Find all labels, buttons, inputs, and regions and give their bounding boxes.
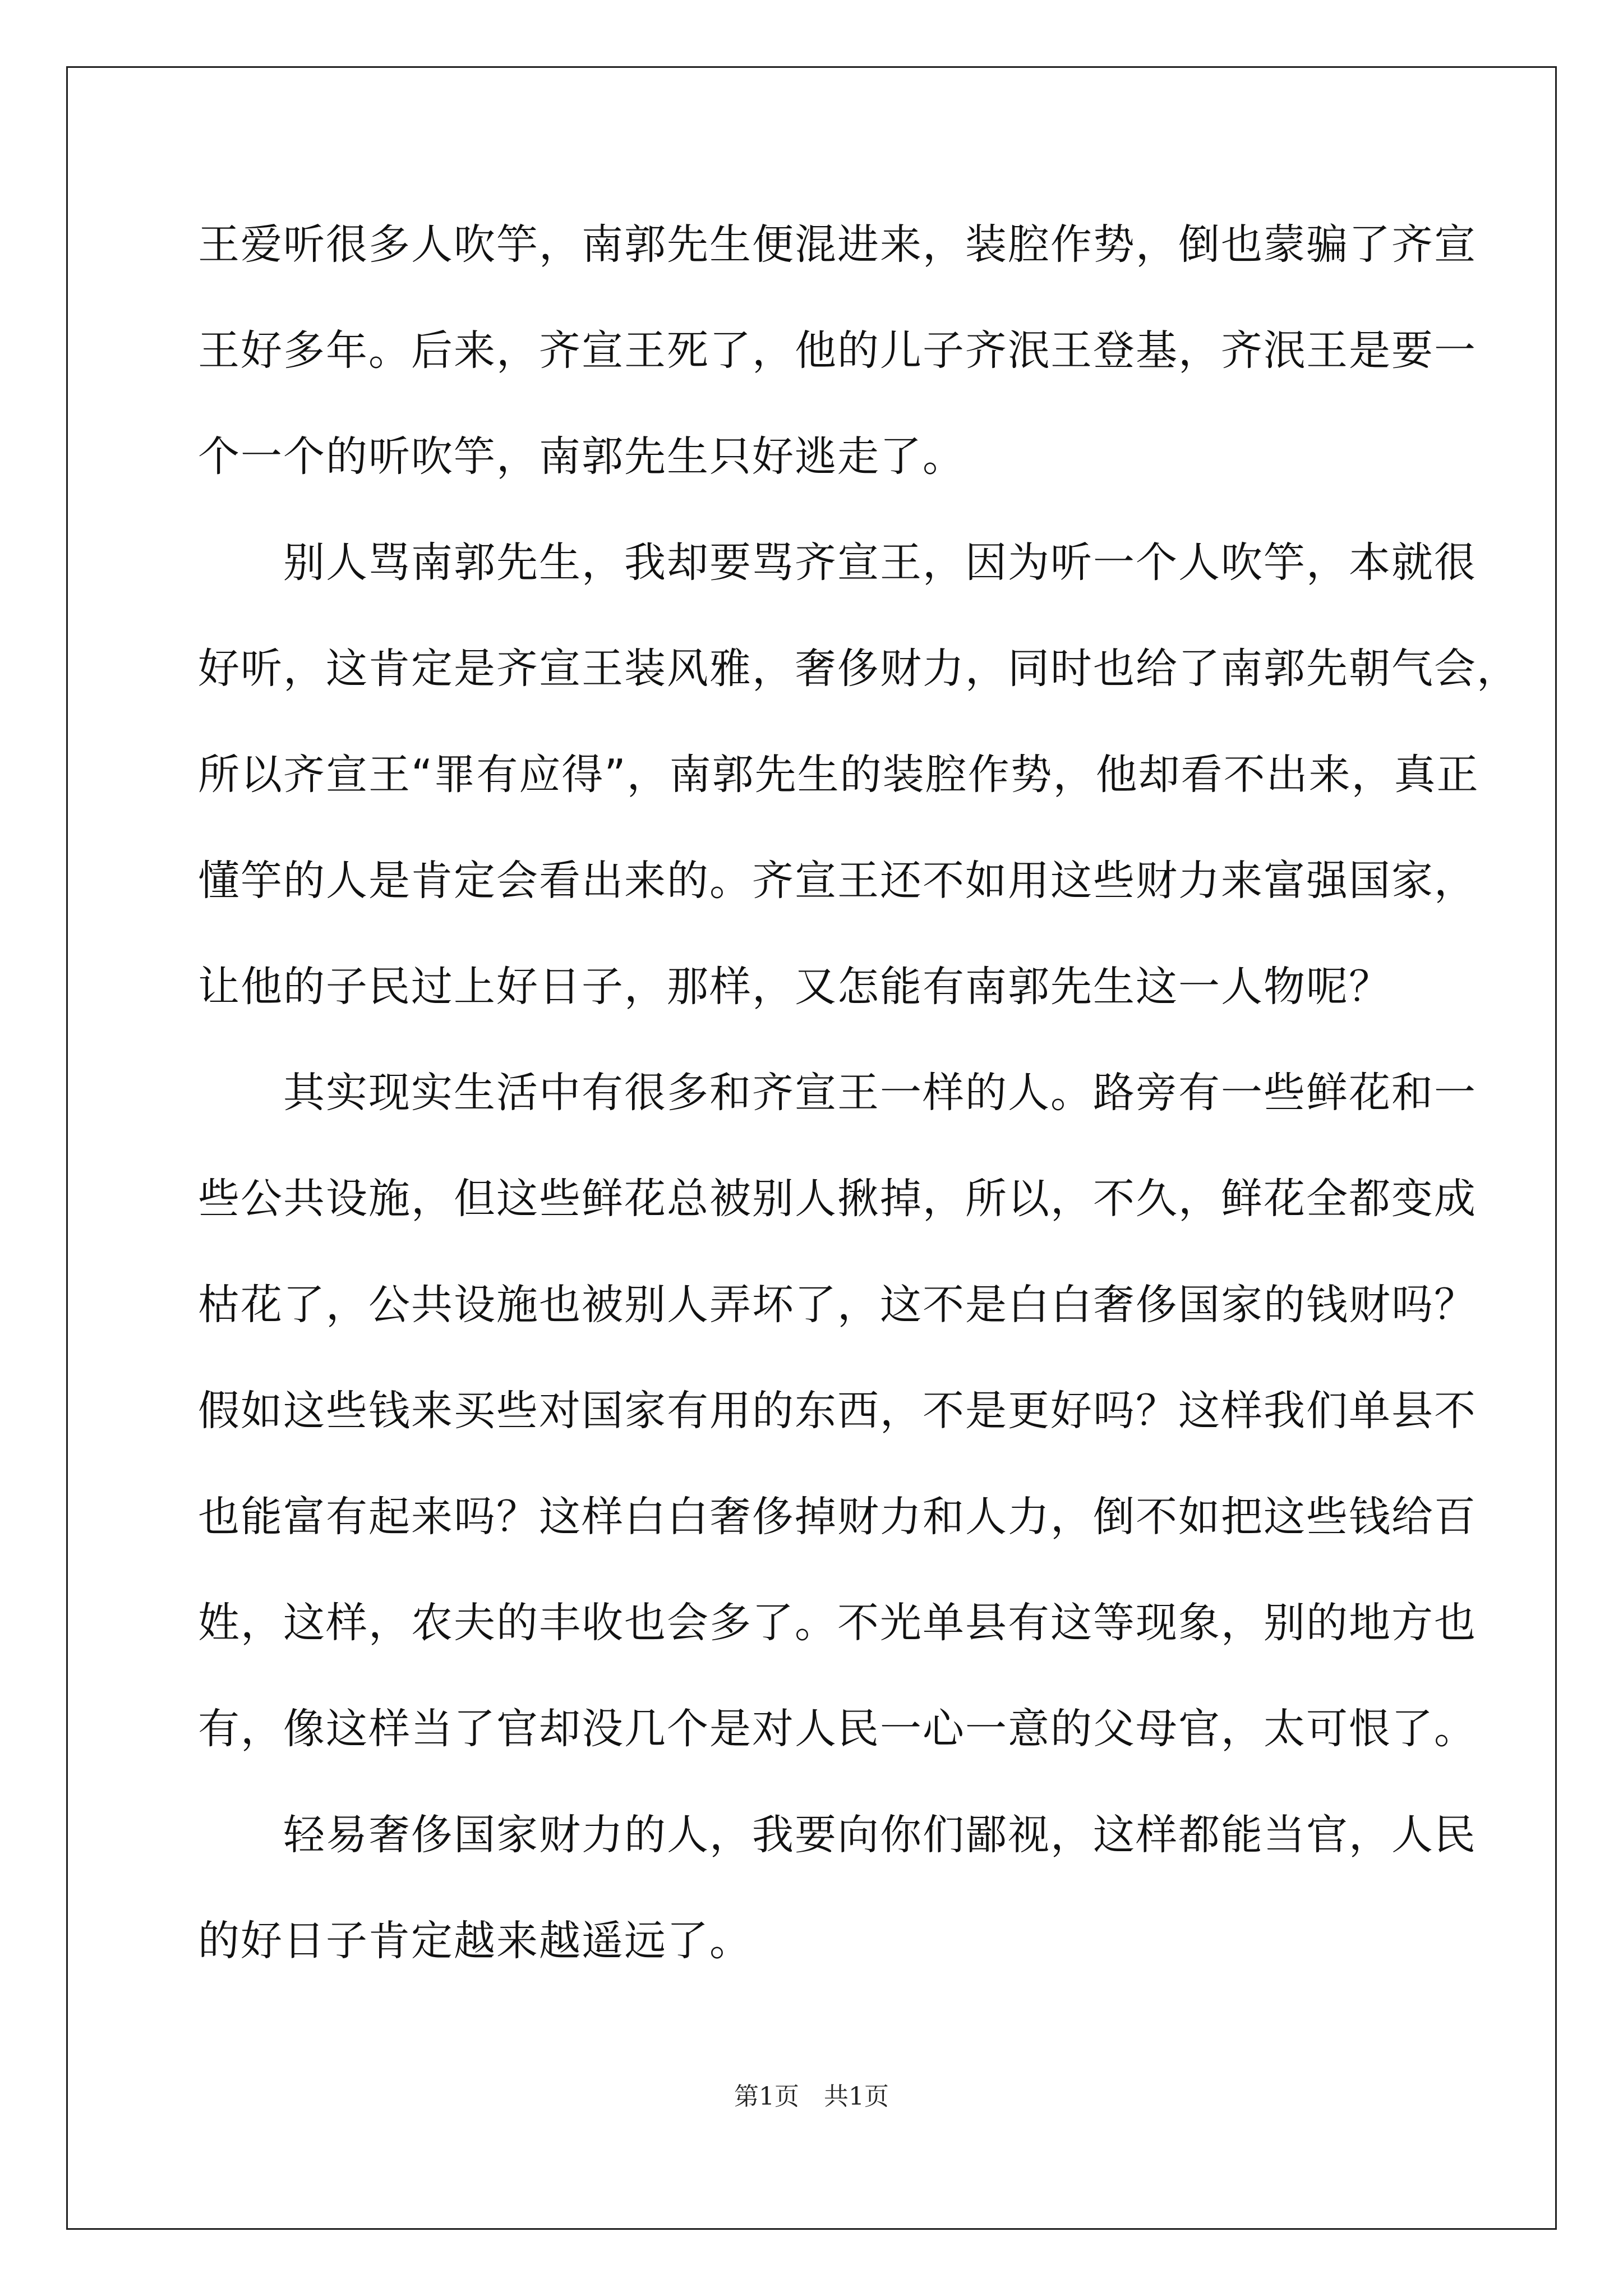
text-line: 也能富有起来吗？这样白白奢侈掉财力和人力，倒不如把这些钱给百 [198, 1493, 1477, 1541]
text-line: 所以齐宣王“罪有应得”，南郭先生的装腔作势，他却看不出来，真正 [198, 751, 1479, 799]
page-footer: 第1页 共1页 [734, 2082, 889, 2111]
text-line: 让他的子民过上好日子，那样，又怎能有南郭先生这一人物呢？ [198, 963, 1391, 1011]
text-line: 假如这些钱来买些对国家有用的东西，不是更好吗？这样我们单县不 [198, 1387, 1477, 1435]
paragraph-1 [198, 192, 1477, 510]
paragraph-4 [198, 1782, 1477, 1994]
text-line: 其实现实生活中有很多和齐宣王一样的人。路旁有一些鲜花和一 [198, 1069, 1477, 1117]
text-line: 懂竽的人是肯定会看出来的。齐宣王还不如用这些财力来富强国家， [198, 857, 1477, 905]
paragraph-3 [198, 1040, 1477, 1782]
text-line: 的好日子肯定越来越遥远了。 [198, 1917, 752, 1965]
document-body [198, 192, 1519, 1994]
text-line: 王好多年。后来，齐宣王死了，他的儿子齐泯王登基，齐泯王是要一 [198, 326, 1477, 375]
text-line: 枯花了，公共设施也被别人弄坏了，这不是白白奢侈国家的钱财吗？ [198, 1281, 1477, 1329]
text-line: 王爱听很多人吹竽，南郭先生便混进来，装腔作势，倒也蒙骗了齐宣 [198, 220, 1477, 269]
paragraph-2 [198, 510, 1519, 1040]
text-line: 轻易奢侈国家财力的人，我要向你们鄙视，这样都能当官，人民 [198, 1811, 1477, 1859]
text-line: 个一个的听吹竽，南郭先生只好逃走了。 [198, 432, 965, 481]
text-line: 别人骂南郭先生，我却要骂齐宣王，因为听一个人吹竽，本就很 [198, 539, 1477, 587]
text-line: 些公共设施，但这些鲜花总被别人揪掉，所以，不久，鲜花全都变成 [198, 1175, 1477, 1223]
text-line: 姓，这样，农夫的丰收也会多了。不光单县有这等现象，别的地方也 [198, 1599, 1477, 1647]
text-line: 有，像这样当了官却没几个是对人民一心一意的父母官，太可恨了。 [198, 1705, 1477, 1753]
text-line: 好听，这肯定是齐宣王装风雅，奢侈财力，同时也给了南郭先朝气会， [198, 645, 1519, 693]
